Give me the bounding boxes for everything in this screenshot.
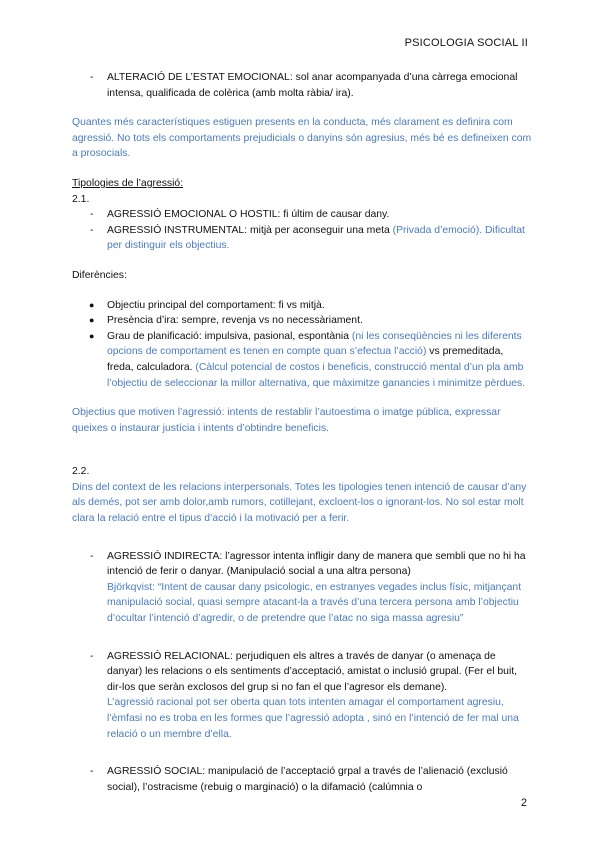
item-note: L’agressió racional pot ser oberta quan tots intenten amagar el comportament agresiu, l’èmfasi no es troba en les formes que l’agressió adopta , sinó en l’intenció de fer mal una relació o un membre d’ella. <box>107 697 519 740</box>
dash-marker: - <box>90 224 94 236</box>
item-note: (ni les conseqüències ni les diferents opcions de comportament es tenen en compte quan s’efectua l’acció) <box>107 330 522 358</box>
item-text: Grau de planificació: impulsiva, pasional, espontània <box>107 330 350 342</box>
bullet-marker: ● <box>89 315 95 326</box>
list-item-emotional-aggression <box>72 207 532 223</box>
bullet-item-planning <box>72 329 532 391</box>
item-note: (Privada d’emoció). Dificultat per distinguir els objectius. <box>107 224 525 252</box>
item-text: vs premeditada, freda, calculadora. <box>107 346 504 373</box>
item-note: (Càlcul potencial de costos i beneficis, construcció mental d’un pla amb l’objectiu de seleccionar la millor alternativa, que màximitze ganancies i minimitze pèrdues. <box>107 361 526 389</box>
dash-marker: - <box>90 766 94 778</box>
paragraph-definition: Quantes més característiques estiguen presents en la conducta, més clarament es definira com agressió. No tots els comportaments prejudicials o danyins són agresius, més bé es defineixen com a prosocials. <box>72 117 532 160</box>
section-heading-typologies: Tipologies de l’agressió: <box>72 177 184 189</box>
item-text: AGRESSIÓ EMOCIONAL O HOSTIL: fi últim de causar dany. <box>107 209 390 221</box>
dash-marker: - <box>90 650 94 662</box>
section-number: 2.1. <box>72 193 90 205</box>
item-text: Objectiu principal del comportament: fi vs mitjà. <box>107 299 325 311</box>
paragraph-context: Dins del context de les relacions interpersonals. Totes les tipologies tenen intenció de causar d’any als demés, pot ser amb dolor,amb rumors, cotillejant, excloent-los o ignorant-los. No sol estar molt clara la relació entre el tipus d’acció i la motivació per a ferir. <box>72 481 527 525</box>
item-text: AGRESSIÓ RELACIONAL: perjudiquen els altres a través de danyar (o amenaça de danyar) les relacions o els sentiments d’acceptació, amistat o inclusió grupal. (Fer el buit, dir-los que seràn exclosos del grup si no fan el que l’agresor els demane). <box>107 650 518 693</box>
bullet-marker: ● <box>89 299 95 310</box>
list-item-emotional-state <box>72 70 532 101</box>
bullet-marker: ● <box>89 330 95 341</box>
list-item-indirect-aggression <box>72 549 532 627</box>
list-item-social-aggression <box>72 764 532 795</box>
item-text: AGRESSIÓ SOCIAL: manipulació de l’acceptació grpal a través de l’alienació (exclusió social), l’ostracisme (rebuig o marginació) o la difamació (calúmnia o <box>107 766 508 793</box>
page-content <box>72 70 532 795</box>
item-text: AGRESSIÓ INSTRUMENTAL: mitjà per aconseguir una meta <box>107 224 390 236</box>
item-text: Presència d’ira: sempre, revenja vs no necessàriament. <box>107 315 363 327</box>
item-note: Björkqvist: “Intent de causar dany psicologic, en estranyes vegades inclus físic, mitjançant manipulació social, quasi sempre atacant-la a través d’una tercera persona amb l’objectiu d’ocultar l’intenció d’agredir, o de pretendre que l’atac no siga massa agresiu” <box>107 581 522 625</box>
section-heading-differences: Diferències: <box>72 269 127 281</box>
item-text: sol anar acompanyada d’una càrrega emocional intensa, qualificada de colèrica (amb molta ràbia/ ira). <box>107 72 518 99</box>
page-header: PSICOLOGIA SOCIAL II <box>404 37 528 49</box>
page-number: 2 <box>520 797 527 809</box>
bullet-item-objective <box>72 298 532 314</box>
bullet-item-anger <box>72 313 532 329</box>
dash-marker: - <box>90 550 94 562</box>
paragraph-objectives: Objectius que motiven l’agressió: intents de restablir l’autoestima o imatge pública, expressar queixes o instaurar justícia i intents d’obtindre beneficis. <box>72 407 501 434</box>
item-label: ALTERACIÓ DE L’ESTAT EMOCIONAL: <box>107 72 293 83</box>
dash-marker: - <box>90 209 94 221</box>
item-text: AGRESSIÓ INDIRECTA: l’agressor intenta infligir dany de manera que sembli que no hi ha intenció de ferir o danyar. (Manipulació social a una altra persona) <box>107 550 526 578</box>
section-number: 2.2. <box>72 466 90 478</box>
list-item-relational-aggression <box>72 649 532 743</box>
dash-marker: - <box>90 72 94 83</box>
list-item-instrumental-aggression <box>72 223 532 254</box>
